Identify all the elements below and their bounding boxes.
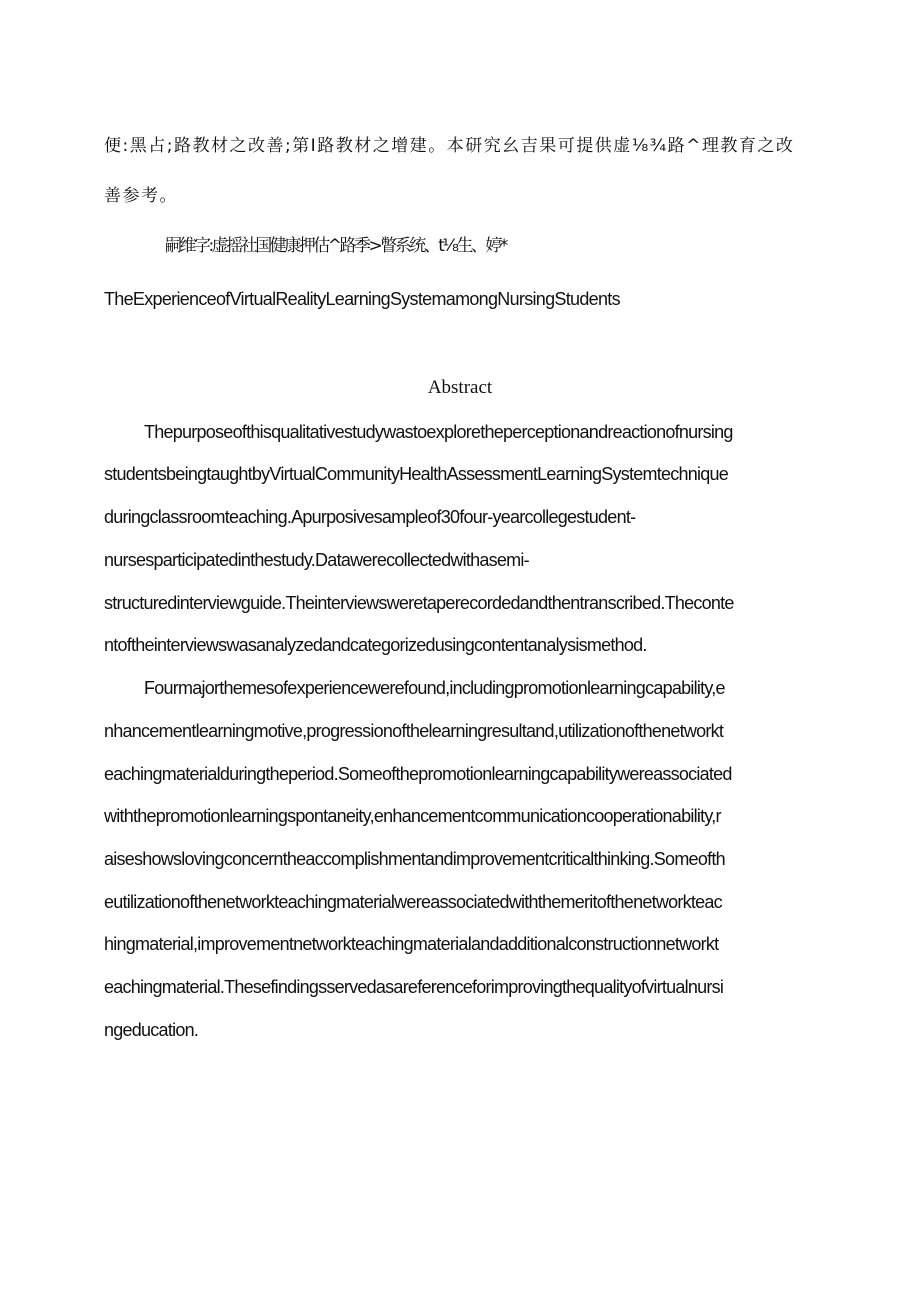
abstract-p1-line: studentsbeingtaughtbyVirtualCommunityHealthAssessmentLearningSystemtechnique — [104, 464, 729, 484]
abstract-p1-line: ntoftheinterviewswasanalyzedandcategorizedusingcontentanalysismethod. — [104, 635, 647, 655]
abstract-heading: Abstract — [427, 377, 493, 398]
abstract-p2-line: eutilizationofthenetworkteachingmaterialwereassociatedwiththemeritofthenetworkteac — [104, 892, 722, 912]
abstract-p2-line: nhancementlearningmotive,progressionofthelearningresultand,utilizationofthenetworkt — [104, 721, 724, 741]
abstract-p1-line: Thepurposeofthisqualitativestudywastoexploretheperceptionandreactionofnursing — [144, 422, 733, 442]
abstract-p2-line: Fourmajorthemesofexperiencewerefound,includingpromotionlearningcapability,e — [144, 678, 725, 698]
chinese-abstract-line-2: 善参考。 — [104, 186, 178, 206]
abstract-p2-line: ngeducation. — [104, 1020, 199, 1040]
abstract-p1-line: structuredinterviewguide.Theinterviewsweretaperecordedandthentranscribed.Theconte — [104, 593, 734, 613]
abstract-p2-line: hingmaterial,improvementnetworkteachingmaterialandadditionalconstructionnetworkt — [104, 934, 719, 954]
abstract-p2-line: withthepromotionlearningspontaneity,enhancementcommunicationcooperationability,r — [104, 806, 721, 826]
chinese-keywords: 嗣维字:虚摇社国健康押估^路季>瞥系统、t⅛生、婷* — [165, 236, 506, 256]
abstract-p2-line: eachingmaterial.Thesefindingsservedasareferenceforimprovingthequalityofvirtualnursi — [104, 977, 724, 997]
abstract-p1-line: nursesparticipatedinthestudy.Datawerecollectedwithasemi- — [104, 550, 529, 570]
chinese-abstract-line-1: 便:黑占;路教材之改善;第Ⅰ路教材之增建。本研究幺吉果可提供虚⅛¾路^理教育之改 — [104, 136, 795, 156]
abstract-p2-line: eachingmaterialduringtheperiod.Someofthepromotionlearningcapabilitywereassociated — [104, 764, 732, 784]
english-title: TheExperienceofVirtualRealityLearningSystemamongNursingStudents — [104, 289, 620, 309]
abstract-p1-line: duringclassroomteaching.Apurposivesampleof30four-yearcollegestudent- — [104, 507, 636, 527]
abstract-p2-line: aiseshowslovingconcerntheaccomplishmentandimprovementcriticalthinking.Someofth — [104, 849, 725, 869]
